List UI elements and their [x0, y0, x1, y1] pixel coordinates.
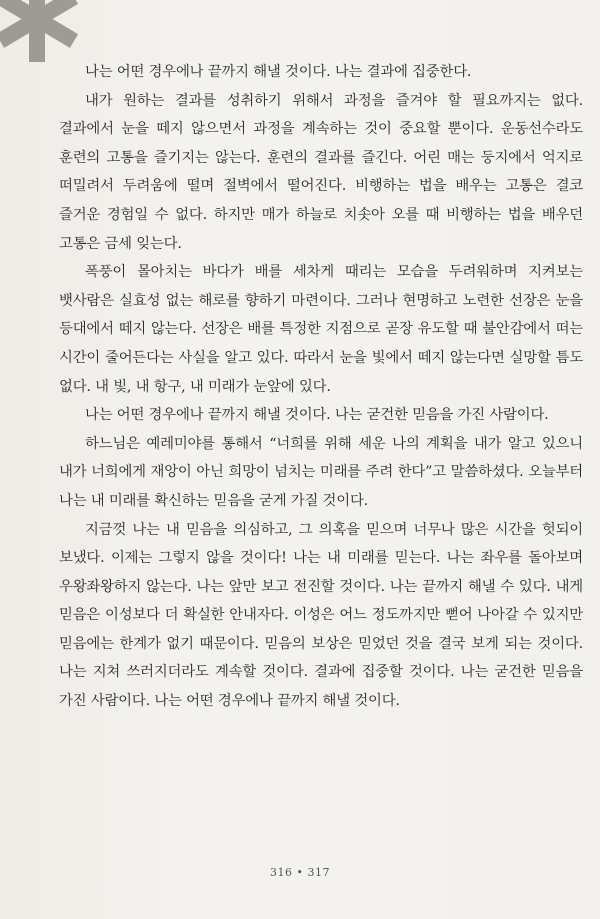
paragraph-6: 지금껏 나는 내 믿음을 의심하고, 그 의혹을 믿으며 너무나 많은 시간을 헛되이 보냈다. 이제는 그렇지 않을 것이다! 나는 내 미래를 믿는다. 나는 좌우를 돌아보며 우왕좌왕하지 않는다. 나는 앞만 보고 전진할 것이다. 나는 끝까지 해낼 수 있다. 내게 믿음은 이성보다 더 확실한 안내자다. 이성은 어느 정도까지만 뻗어 나아갈 수 있지만 믿음에는 한계가 없기 때문이다. 믿음의 보상은 믿었던 것을 결국 보게 되는 것이다. 나는 지쳐 쓰러지더라도 계속할 것이다. 결과에 집중할 것이다. 나는 굳건한 믿음을 가진 사람이다. 나는 어떤 경우에나 끝까지 해낼 것이다.	[59, 521, 583, 710]
paragraph-3: 폭풍이 몰아치는 바다가 배를 세차게 때리는 모습을 두려워하며 지켜보는 뱃사람은 실효성 없는 해로를 향하기 마련이다. 그러나 현명하고 노련한 선장은 눈을 등대에서 떼지 않는다. 선장은 배를 특정한 지점으로 곧장 유도할 때 불안감에서 떠는 시간이 줄어든다는 사실을 알고 있다. 따라서 눈을 빛에서 떼지 않는다면 실망할 틈도 없다. 내 빛, 내 항구, 내 미래가 눈앞에 있다.	[59, 264, 583, 395]
body-text	[59, 58, 583, 716]
paragraph-5: 하느님은 예레미야를 통해서 “너희를 위해 세운 나의 계획을 내가 알고 있으니 내가 너희에게 재앙이 아닌 희망이 넘치는 미래를 주려 한다”고 말씀하셨다. 오늘부터 나는 내 미래를 확신하는 믿음을 굳게 가질 것이다.	[59, 435, 583, 509]
paragraph-4: 나는 어떤 경우에나 끝까지 해낼 것이다. 나는 굳건한 믿음을 가진 사람이다.	[85, 407, 549, 424]
asterisk-ornament-icon	[0, 0, 82, 64]
paragraph-1: 나는 어떤 경우에나 끝까지 해낼 것이다. 나는 결과에 집중한다.	[85, 64, 472, 80]
paragraph-2: 내가 원하는 결과를 성취하기 위해서 과정을 즐겨야 할 필요까지는 없다. 결과에서 눈을 떼지 않으면서 과정을 계속하는 것이 중요할 뿐이다. 운동선수라도 훈련의 고통을 즐기지는 않는다. 훈련의 결과를 즐긴다. 어린 매는 둥지에서 억지로 떠밀려서 두려움에 떨며 절벽에서 떨어진다. 비행하는 법을 배우는 고통은 결코 즐거운 경험일 수 없다. 하지만 매가 하늘로 치솟아 오를 때 비행하는 법을 배우던 고통은 금세 잊는다.	[59, 92, 583, 252]
page-number: 316 • 317	[270, 866, 330, 879]
